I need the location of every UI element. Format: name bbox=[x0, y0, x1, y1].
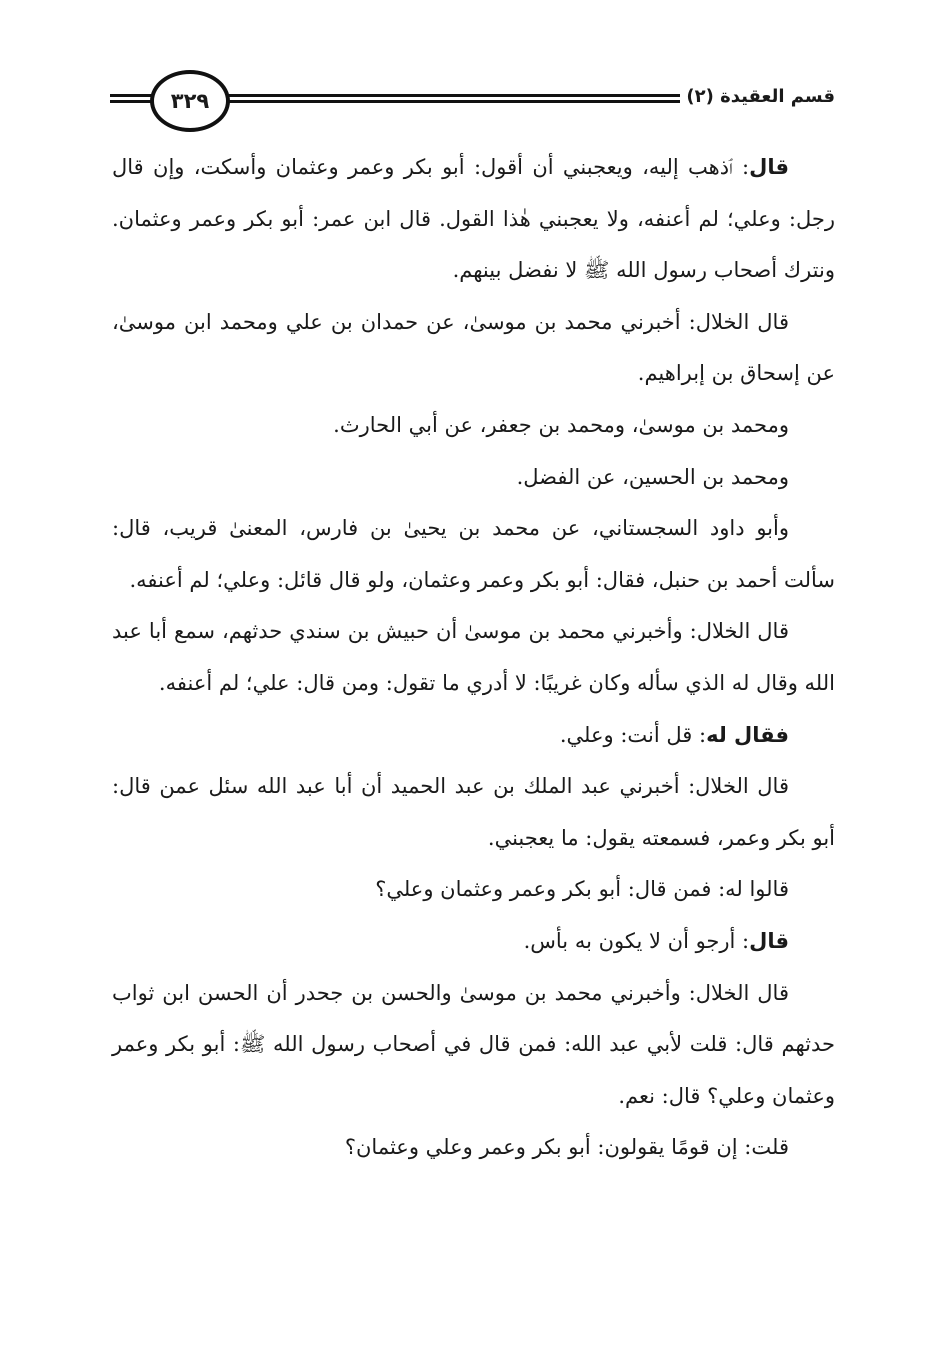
paragraph bbox=[112, 916, 835, 968]
paragraph bbox=[112, 864, 835, 916]
paragraph-text: قال الخلال: وأخبرني محمد بن موسىٰ أن حبيش بن سندي حدثهم، سمع أبا عبد الله وقال له الذي سأله وكان غريبًا: لا أدري ما تقول: ومن قال: علي؛ لم أعنفه. bbox=[112, 619, 835, 695]
paragraph bbox=[112, 761, 835, 864]
paragraph-lead: قال bbox=[749, 155, 789, 179]
paragraph bbox=[112, 968, 835, 1123]
paragraph-text: قال الخلال: وأخبرني محمد بن موسىٰ والحسن بن جحدر أن الحسن ابن ثواب حدثهم قال: قلت لأبي عبد الله: فمن قال في أصحاب رسول الله ﷺ: أبو بكر وعمر وعثمان وعلي؟ قال: نعم. bbox=[112, 980, 835, 1108]
running-title: قسم العقيدة (٢) bbox=[680, 86, 835, 107]
paragraph-text: قال الخلال: أخبرني محمد بن موسىٰ، عن حمدان بن علي ومحمد ابن موسىٰ، عن إسحاق بن إبراهيم. bbox=[112, 309, 835, 386]
paragraph-text: وأبو داود السجستاني، عن محمد بن يحيىٰ بن فارس، المعنىٰ قريب، قال: سألت أحمد بن حنبل، فقال: أبو بكر وعمر وعثمان، ولو قال قائل: وعلي؛ لم أعنفه. bbox=[112, 516, 835, 592]
header-rule-left bbox=[110, 94, 155, 103]
paragraph bbox=[112, 710, 835, 762]
paragraph bbox=[112, 297, 835, 400]
body-text bbox=[112, 142, 835, 1174]
header-rule-right bbox=[225, 94, 745, 103]
paragraph-text: : أرجو أن لا يكون به بأس. bbox=[523, 928, 750, 953]
paragraph-text: قلت: إن قومًا يقولون: أبو بكر وعمر وعلي وعثمان؟ bbox=[344, 1135, 789, 1160]
page-header bbox=[110, 70, 835, 136]
paragraph bbox=[112, 1122, 835, 1174]
paragraph bbox=[112, 400, 835, 452]
paragraph-text: ومحمد بن موسىٰ، ومحمد بن جعفر، عن أبي الحارث. bbox=[333, 412, 789, 437]
paragraph-lead: قال bbox=[749, 928, 789, 953]
paragraph-text: : قل أنت: وعلي. bbox=[559, 722, 707, 747]
paragraph bbox=[112, 606, 835, 709]
page-number-badge bbox=[150, 70, 230, 132]
paragraph-text: قال الخلال: أخبرني عبد الملك بن عبد الحميد أن أبا عبد الله سئل عمن قال: أبو بكر وعمر، فسمعته يقول: ما يعجبني. bbox=[112, 774, 835, 850]
paragraph bbox=[112, 452, 835, 504]
paragraph-text: ومحمد بن الحسين، عن الفضل. bbox=[516, 464, 789, 489]
paragraph-lead: فقال له bbox=[706, 722, 789, 747]
paragraph bbox=[112, 142, 835, 297]
paragraph-text: قالوا له: فمن قال: أبو بكر وعمر وعثمان وعلي؟ bbox=[375, 877, 789, 902]
paragraph bbox=[112, 503, 835, 606]
paragraph-text: : ٱذهب إليه، ويعجبني أن أقول: أبو بكر وعمر وعثمان وأسكت، وإن قال رجل: وعلي؛ لم أعنفه، ولا يعجبني هٰذا القول. قال ابن عمر: أبو بكر وعمر وعثمان. ونترك أصحاب رسول الله ﷺ لا نفضل بينهم. bbox=[112, 155, 835, 283]
page-number: ٣٢٩ bbox=[170, 89, 210, 113]
